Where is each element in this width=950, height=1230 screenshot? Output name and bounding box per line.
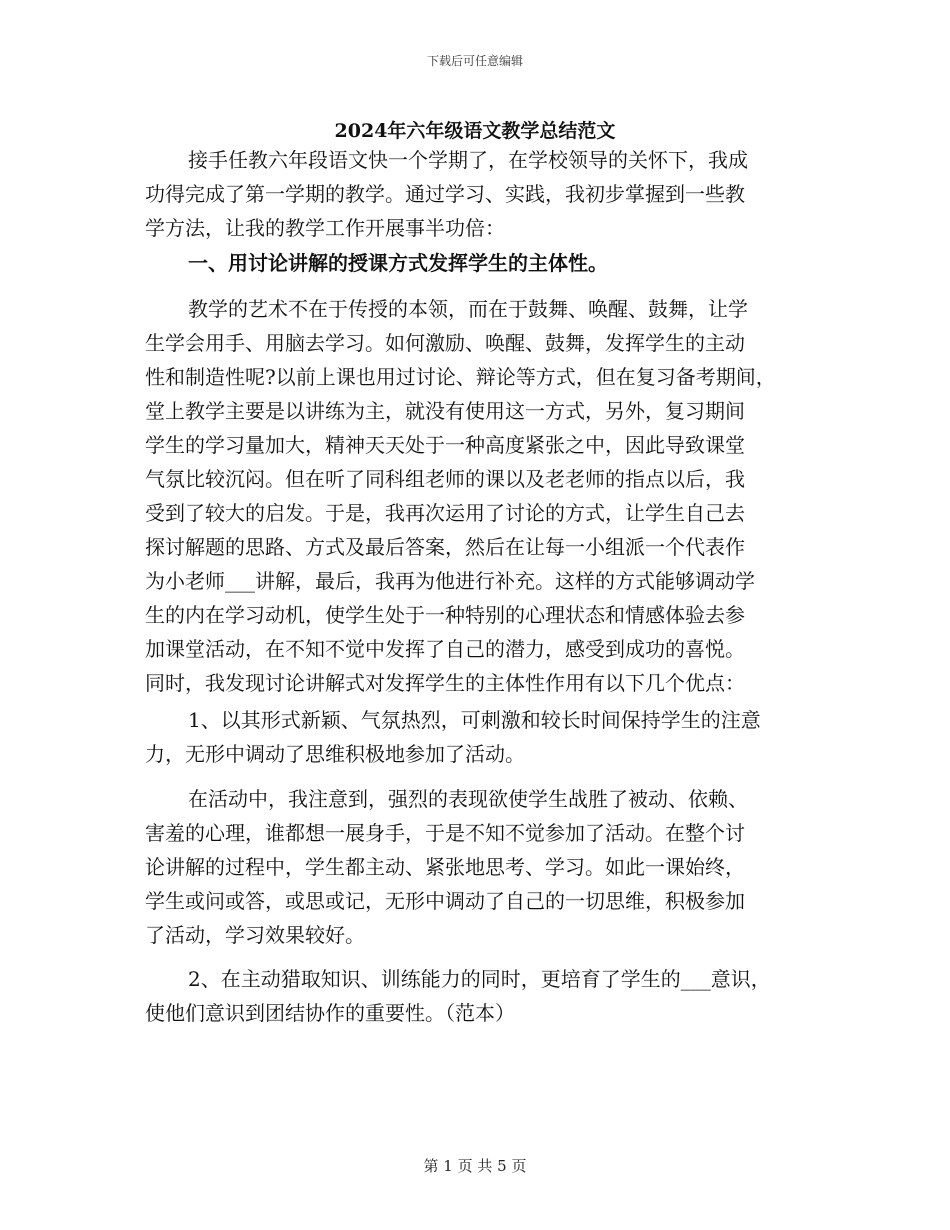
body-line: 教学的艺术不在于传授的本领，而在于鼓舞、唤醒、鼓舞，让学 [188,297,748,321]
body-line: 接手任教六年段语文快一个学期了，在学校领导的关怀下，我成 [188,148,748,172]
page-number: 第 1 页 共 5 页 [423,1157,527,1175]
body-line: 堂上教学主要是以讲练为主，就没有使用这一方式，另外，复习期间 [145,399,745,423]
body-line: 为小老师___讲解，最后，我再为他进行补充。这样的方式能够调动学 [145,569,755,593]
body-line: 学方法，让我的教学工作开展事半功倍： [145,216,505,240]
body-line: 学生或问或答，或思或记，无形中调动了自己的一切思维，积极参加 [145,889,745,913]
body-line: 力，无形中调动了思维积极地参加了活动。 [145,742,525,766]
body-line: 使他们意识到团结协作的重要性。（范本） [145,1001,515,1025]
list-item-1: 1、以其形式新颖、气氛热烈，可刺激和较长时间保持学生的注意 [188,708,761,732]
body-line: 在活动中，我注意到，强烈的表现欲使学生战胜了被动、依赖、 [188,787,748,811]
body-line: 学生的学习量加大，精神天天处于一种高度紧张之中，因此导致课堂 [145,433,745,457]
body-line: 功得完成了第一学期的教学。通过学习、实践，我初步掌握到一些教 [145,182,745,206]
section-heading: 一、用讨论讲解的授课方式发挥学生的主体性。 [188,251,608,275]
body-line: 同时，我发现讨论讲解式对发挥学生的主体性作用有以下几个优点： [145,671,745,695]
body-line: 论讲解的过程中，学生都主动、紧张地思考、学习。如此一课始终， [145,855,745,879]
body-line: 性和制造性呢?以前上课也用过讨论、辩论等方式，但在复习备考期间， [145,365,776,389]
document-title: 2024年六年级语文教学总结范文 [334,120,616,142]
body-line: 探讨解题的思路、方式及最后答案，然后在让每一小组派一个代表作 [145,535,745,559]
body-line: 受到了较大的启发。于是，我再次运用了讨论的方式，让学生自己去 [145,501,745,525]
body-line: 加课堂活动，在不知不觉中发挥了自己的潜力，感受到成功的喜悦。 [145,637,745,661]
page-header: 下载后可任意编辑 [426,54,523,68]
body-line: 害羞的心理，谁都想一展身手，于是不知不觉参加了活动。在整个讨 [145,821,745,845]
list-item-2: 2、在主动猎取知识、训练能力的同时，更培育了学生的___意识， [188,967,771,991]
body-line: 了活动，学习效果较好。 [145,923,365,947]
body-line: 生学会用手、用脑去学习。如何激励、唤醒、鼓舞，发挥学生的主动 [145,331,745,355]
body-line: 气氛比较沉闷。但在听了同科组老师的课以及老老师的指点以后，我 [145,467,745,491]
body-line: 生的内在学习动机，使学生处于一种特别的心理状态和情感体验去参 [145,603,745,627]
